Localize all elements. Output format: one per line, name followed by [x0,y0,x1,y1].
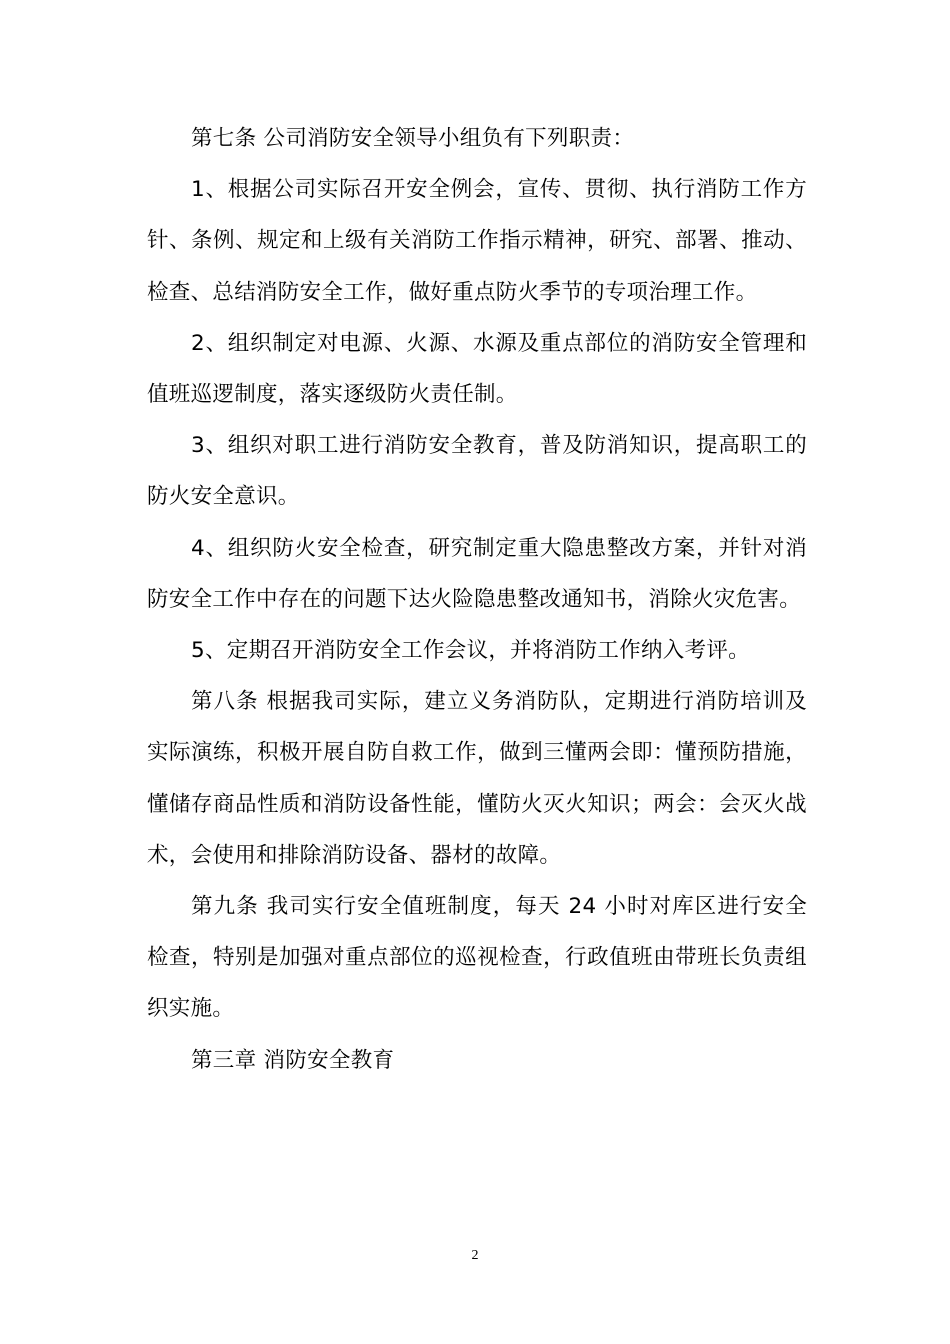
duty-item-2: 2、组织制定对电源、火源、水源及重点部位的消防安全管理和值班巡逻制度，落实逐级防火责任制。 [147,330,807,408]
article-9: 第九条 我司实行安全值班制度，每天 24 小时对库区进行安全检查，特别是加强对重点部位的巡视检查，行政值班由带班长负责组织实施。 [147,894,807,1022]
duty-item-5: 5、定期召开消防安全工作会议，并将消防工作纳入考评。 [191,638,750,664]
page-number: 2 [471,1248,479,1263]
article-7-heading: 第七条 公司消防安全领导小组负有下列职责： [191,126,635,151]
document-body [147,113,807,1086]
chapter-3-heading: 第三章 消防安全教育 [191,1047,395,1073]
duty-item-3: 3、组织对职工进行消防安全教育，普及防消知识，提高职工的防火安全意识。 [147,433,807,510]
article-8: 第八条 根据我司实际，建立义务消防队，定期进行消防培训及实际演练，积极开展自防自救工作，做到三懂两会即：懂预防措施，懂储存商品性质和消防设备性能，懂防火灭火知识；两会：会灭火战术，会使用和排除消防设备、器材的故障。 [147,689,807,868]
duty-item-4: 4、组织防火安全检查，研究制定重大隐患整改方案，并针对消防安全工作中存在的问题下达火险隐患整改通知书，消除火灾危害。 [147,535,807,612]
duty-item-1: 1、根据公司实际召开安全例会，宣传、贯彻、执行消防工作方针、条例、规定和上级有关消防工作指示精神，研究、部署、推动、检查、总结消防安全工作，做好重点防火季节的专项治理工作。 [147,177,807,305]
